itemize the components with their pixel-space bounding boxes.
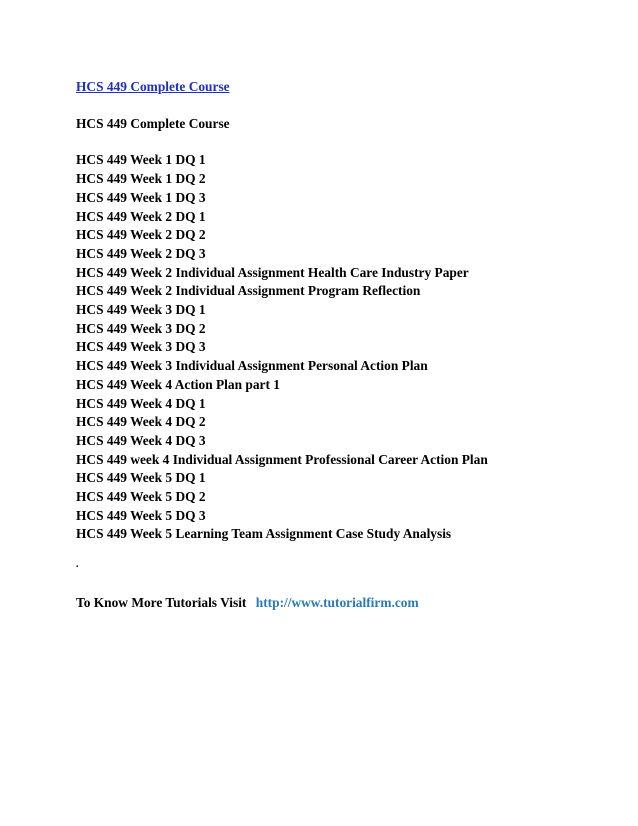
list-item: HCS 449 Week 1 DQ 2 bbox=[76, 171, 206, 187]
course-item-list bbox=[76, 151, 616, 544]
list-item: HCS 449 Week 5 DQ 3 bbox=[76, 507, 206, 523]
list-item: HCS 449 Week 5 Learning Team Assignment Case Study Analysis bbox=[76, 526, 452, 542]
footer-line bbox=[76, 594, 616, 613]
list-item: HCS 449 week 4 Individual Assignment Professional Career Action Plan bbox=[76, 451, 488, 467]
separator-dot: . bbox=[76, 558, 79, 570]
list-item: HCS 449 Week 2 DQ 1 bbox=[76, 208, 206, 224]
list-item: HCS 449 Week 4 Action Plan part 1 bbox=[76, 376, 280, 392]
list-item: HCS 449 Week 4 DQ 1 bbox=[76, 395, 206, 411]
list-item: HCS 449 Week 4 DQ 3 bbox=[76, 432, 206, 448]
footer-label: To Know More Tutorials Visit bbox=[76, 594, 247, 610]
list-item: HCS 449 Week 3 DQ 1 bbox=[76, 302, 206, 318]
list-item: HCS 449 Week 2 DQ 2 bbox=[76, 227, 206, 243]
list-item: HCS 449 Week 2 Individual Assignment Program Reflection bbox=[76, 283, 421, 299]
list-item: HCS 449 Week 3 DQ 3 bbox=[76, 339, 206, 355]
course-title-link[interactable]: HCS 449 Complete Course bbox=[76, 79, 230, 94]
list-item: HCS 449 Week 1 DQ 3 bbox=[76, 189, 206, 205]
list-item: HCS 449 Week 2 DQ 3 bbox=[76, 245, 206, 261]
document-page bbox=[76, 78, 616, 612]
footer-url-link[interactable]: http://www.tutorialfirm.com bbox=[255, 594, 419, 610]
list-item: HCS 449 Week 5 DQ 1 bbox=[76, 470, 206, 486]
list-item: HCS 449 Week 3 DQ 2 bbox=[76, 320, 206, 336]
list-item: HCS 449 Week 3 Individual Assignment Personal Action Plan bbox=[76, 358, 428, 374]
list-item: HCS 449 Week 1 DQ 1 bbox=[76, 152, 206, 168]
list-item: HCS 449 Week 5 DQ 2 bbox=[76, 489, 206, 505]
list-item: HCS 449 Week 4 DQ 2 bbox=[76, 414, 206, 430]
list-item: HCS 449 Week 2 Individual Assignment Health Care Industry Paper bbox=[76, 264, 469, 280]
course-heading: HCS 449 Complete Course bbox=[76, 115, 230, 131]
